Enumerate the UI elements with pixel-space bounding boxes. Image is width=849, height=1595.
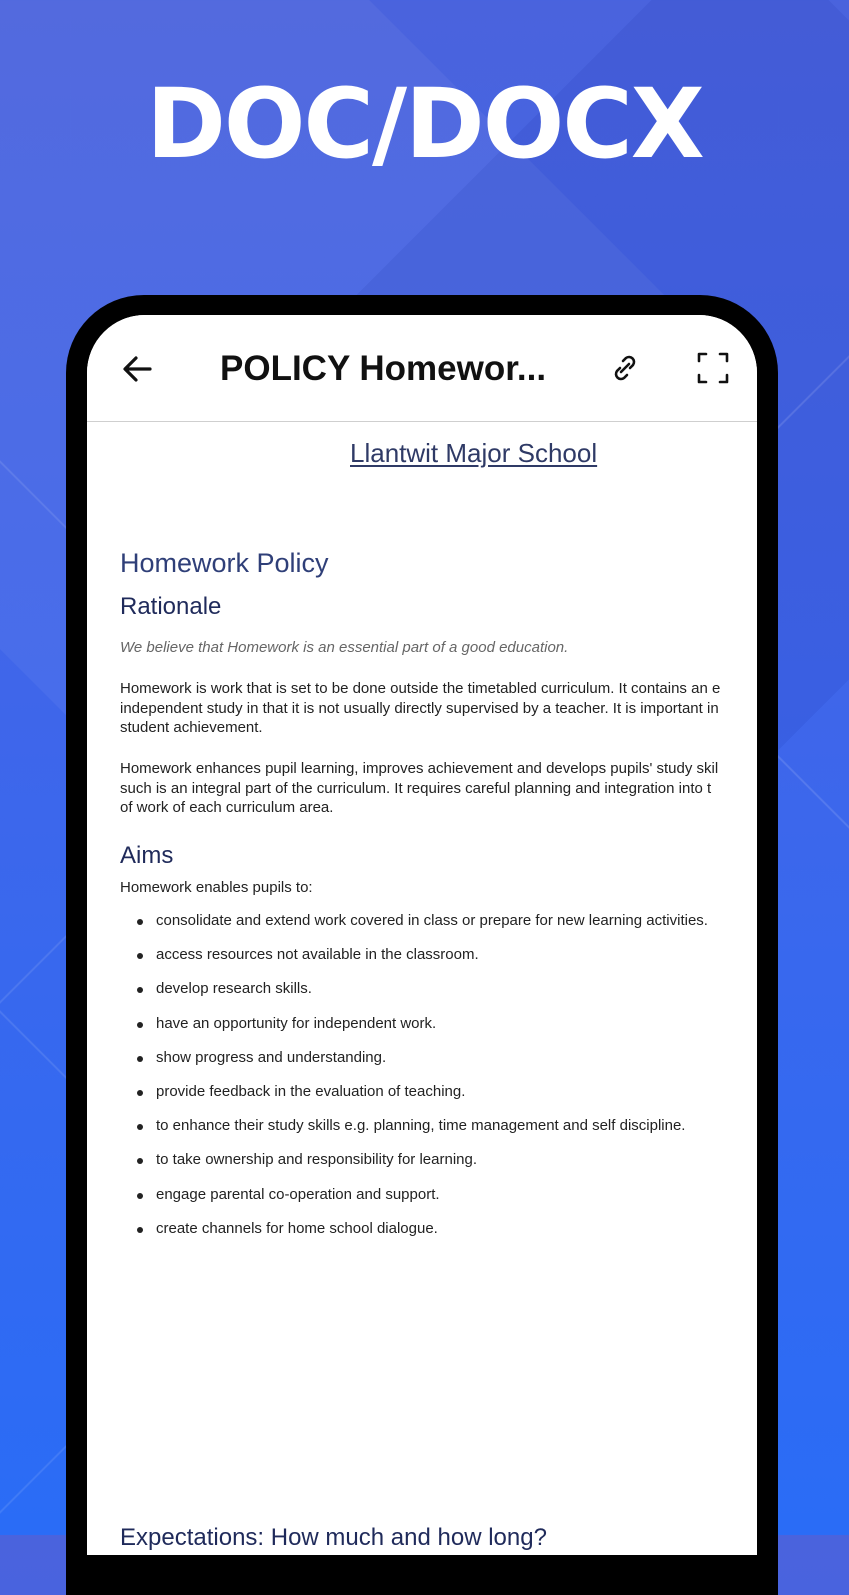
paragraph [120,759,757,818]
fullscreen-button[interactable] [693,348,733,388]
paragraph [120,679,757,738]
aims-intro: Homework enables pupils to: [120,879,313,896]
list-item: show progress and understanding. [87,1049,757,1083]
bullet-icon [137,953,143,959]
bullet-icon [137,987,143,993]
fullscreen-icon [696,351,730,385]
bullet-icon [137,1022,143,1028]
link-button[interactable] [605,348,645,388]
list-item: engage parental co-operation and support. [87,1186,757,1220]
bullet-icon [137,1056,143,1062]
bullet-icon [137,919,143,925]
list-item: to enhance their study skills e.g. planning, time management and self discipline. [87,1117,757,1151]
list-item: have an opportunity for independent work. [87,1015,757,1049]
paragraph-line: Homework enhances pupil learning, improves achievement and develops pupils' study skil [120,760,719,777]
list-item: develop research skills. [87,980,757,1014]
list-item: to take ownership and responsibility for learning. [87,1151,757,1185]
expectations-heading: Expectations: How much and how long? [120,1524,547,1551]
list-item: consolidate and extend work covered in class or prepare for new learning activities. [87,912,757,946]
phone-screen [87,315,757,1555]
paragraph-line: of work of each curriculum area. [120,799,334,816]
intro-text: We believe that Homework is an essential part of a good education. [120,639,569,656]
document-content[interactable] [87,422,757,1555]
back-button[interactable] [115,347,159,391]
back-arrow-icon [119,351,155,387]
aims-heading: Aims [120,842,174,869]
bullet-icon [137,1124,143,1130]
bullet-icon [137,1090,143,1096]
list-item: provide feedback in the evaluation of teaching. [87,1083,757,1117]
document-title: POLICY Homewor... [220,349,547,388]
paragraph-line: such is an integral part of the curriculum. It requires careful planning and integration into t [120,779,712,797]
paragraph-line: student achievement. [120,719,263,736]
bullet-icon [137,1227,143,1233]
rationale-heading: Rationale [120,593,222,620]
app-bar [87,315,757,422]
bullet-icon [137,1193,143,1199]
aims-list [87,912,757,1254]
paragraph-line: independent study in that it is not usually directly supervised by a teacher. It is important in [120,699,719,717]
bullet-icon [137,1158,143,1164]
school-name-link[interactable]: Llantwit Major School [350,438,598,468]
paragraph-line: Homework is work that is set to be done outside the timetabled curriculum. It contains an e [120,680,721,697]
banner-title: DOC/DOCX [146,68,703,180]
list-item: create channels for home school dialogue. [87,1220,757,1254]
list-item: access resources not available in the classroom. [87,946,757,980]
link-icon [609,352,641,384]
policy-heading: Homework Policy [120,548,329,578]
